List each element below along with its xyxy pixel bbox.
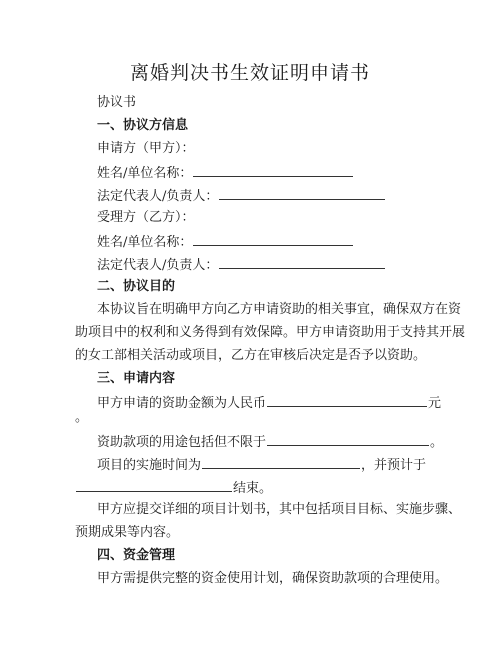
time-end: 结束。 [233, 481, 273, 496]
document-title: 离婚判决书生效证明申请书 [129, 62, 370, 84]
section2-line1: 本协议旨在明确甲方向乙方申请资助的相关事宜，确保双方在资 [97, 302, 462, 317]
party-b-name-row [97, 233, 354, 251]
amount-row [97, 394, 441, 412]
party-b-rep-label: 法定代表人/负责人： [97, 258, 219, 273]
use-prefix: 资助款项的用途包括但不限于 [97, 435, 267, 450]
section2-line3: 的女工部相关活动或项目，乙方在审核后决定是否予以资助。 [75, 348, 427, 363]
use-suffix: 。 [430, 435, 444, 450]
time-row [97, 456, 426, 474]
time-end-row [75, 479, 272, 497]
party-a-rep-label: 法定代表人/负责人： [97, 189, 219, 204]
section3-heading: 三、申请内容 [97, 371, 176, 386]
section2-line2: 助项目中的权利和义务得到有效保障。甲方申请资助用于支持其开展 [75, 325, 466, 340]
section1-heading: 一、协议方信息 [97, 118, 189, 133]
party-b-name-label: 姓名/单位名称： [97, 235, 193, 250]
time-prefix: 项目的实施时间为 [97, 458, 202, 473]
party-a-name-label: 姓名/单位名称： [97, 166, 193, 181]
section4-heading: 四、资金管理 [97, 548, 176, 563]
party-b-label: 受理方（乙方）： [97, 210, 195, 225]
plan-line1: 甲方应提交详细的项目计划书，其中包括项目目标、实施步骤、 [97, 502, 462, 517]
time-middle: ，并预计于 [361, 458, 427, 473]
amount-suffix: 元 [428, 396, 442, 411]
party-a-name-row [97, 164, 354, 182]
party-a-name-blank[interactable] [193, 164, 353, 177]
party-b-rep-blank[interactable] [219, 256, 385, 269]
party-b-name-blank[interactable] [193, 233, 353, 246]
amount-blank[interactable] [267, 394, 427, 407]
party-a-rep-row [97, 187, 386, 205]
use-blank[interactable] [267, 433, 429, 446]
time-end-blank[interactable] [76, 479, 232, 492]
party-b-rep-row [97, 256, 386, 274]
party-a-label: 申请方（甲方）： [97, 141, 195, 156]
plan-line2: 预期成果等内容。 [75, 525, 180, 540]
section2-heading: 二、协议目的 [97, 279, 176, 294]
time-start-blank[interactable] [202, 456, 360, 469]
party-a-rep-blank[interactable] [219, 187, 385, 200]
amount-end: 。 [75, 410, 89, 425]
use-row [97, 433, 443, 451]
amount-prefix: 甲方申请的资助金额为人民币 [97, 396, 267, 411]
section4-line1: 甲方需提供完整的资金使用计划，确保资助款项的合理使用。 [97, 571, 449, 586]
document-subtitle: 协议书 [97, 95, 137, 110]
